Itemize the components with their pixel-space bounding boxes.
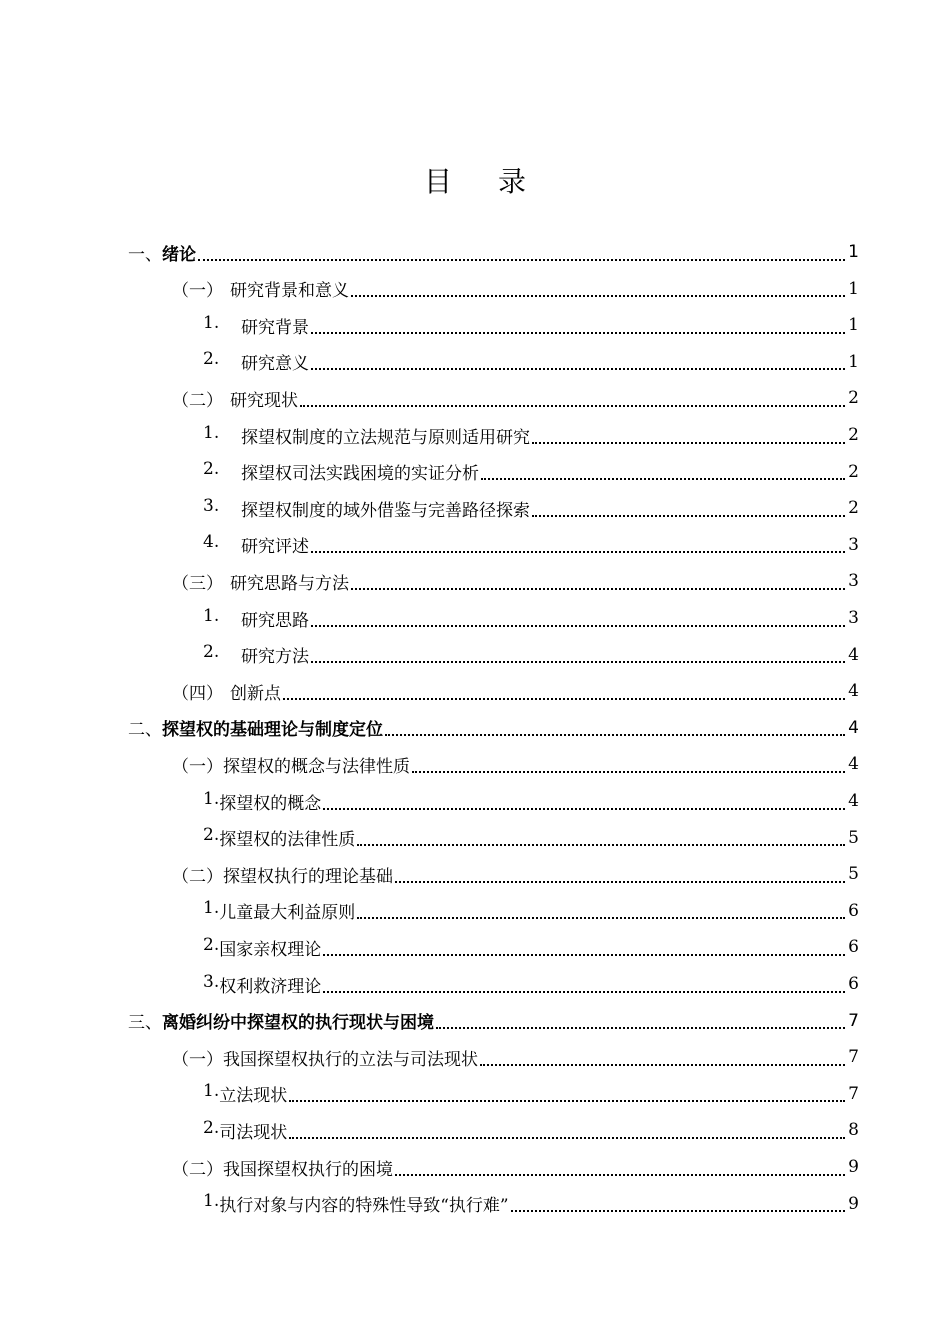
toc-entry-text: 立法现状 xyxy=(219,1086,288,1107)
toc-entry-text: 探望权制度的域外借鉴与完善路径探索 xyxy=(241,500,530,521)
toc-leader-dots xyxy=(532,441,845,444)
toc-entry[interactable] xyxy=(0,271,950,307)
toc-leader-dots xyxy=(357,916,845,919)
toc-entry-page-number: 5 xyxy=(848,827,859,848)
toc-leader-dots xyxy=(323,990,845,993)
toc-leader-dots xyxy=(511,1209,845,1212)
toc-entry-label xyxy=(172,1045,478,1070)
toc-entry-text: 创新点 xyxy=(230,683,281,704)
toc-entry-text: 探望权的概念与法律性质 xyxy=(223,756,410,777)
toc-entry-page-number: 6 xyxy=(848,937,859,958)
toc-leader-dots xyxy=(323,807,845,810)
toc-entry-label xyxy=(172,386,298,411)
toc-entry-text: 研究现状 xyxy=(230,390,298,411)
toc-entry-page-number: 2 xyxy=(848,425,859,445)
toc-entry-text: 儿童最大利益原则 xyxy=(219,903,356,924)
toc-entry[interactable] xyxy=(0,1112,950,1148)
toc-entry-text: 探望权执行的理论基础 xyxy=(223,866,393,887)
toc-leader-dots xyxy=(385,733,845,736)
toc-entry[interactable] xyxy=(0,673,950,709)
toc-entry-text: 探望权的概念 xyxy=(219,793,322,814)
toc-entry-label xyxy=(172,1155,393,1180)
toc-leader-dots xyxy=(311,331,845,334)
toc-entry-number: 2. xyxy=(203,349,220,370)
toc-entry[interactable] xyxy=(0,783,950,819)
toc-entry-page-number: 3 xyxy=(848,608,859,628)
toc-entry[interactable] xyxy=(0,563,950,599)
toc-title-char-2: 录 xyxy=(498,165,527,198)
toc-entry-label xyxy=(203,459,479,484)
toc-entry[interactable] xyxy=(0,1039,950,1075)
toc-entry[interactable] xyxy=(0,893,950,929)
toc-entry-label xyxy=(203,898,355,923)
toc-entry-number: 三、 xyxy=(128,1013,162,1034)
toc-entry-number: （四） xyxy=(172,683,223,704)
toc-entry-number: 3. xyxy=(203,495,220,516)
toc-entry-number: 2. xyxy=(203,934,220,955)
toc-leader-dots xyxy=(311,367,845,370)
toc-entry-page-number: 4 xyxy=(848,791,859,811)
toc-entry-label xyxy=(203,642,309,667)
toc-entry-label xyxy=(128,715,383,740)
toc-entry-text: 研究背景 xyxy=(241,317,309,338)
toc-leader-dots xyxy=(412,770,845,773)
toc-entry-number: 1. xyxy=(203,1081,220,1102)
toc-entry-text: 研究背景和意义 xyxy=(230,281,349,302)
toc-entry-page-number: 3 xyxy=(848,571,859,592)
toc-entry[interactable] xyxy=(0,600,950,636)
toc-entry-number: 1. xyxy=(203,898,220,919)
toc-entry-number: （二） xyxy=(172,866,223,887)
toc-entry-text: 我国探望权执行的立法与司法现状 xyxy=(223,1049,478,1070)
toc-leader-dots xyxy=(357,843,845,846)
toc-entry-text: 司法现状 xyxy=(219,1122,288,1143)
toc-entry-page-number: 8 xyxy=(848,1120,859,1141)
toc-entry-label xyxy=(203,972,321,997)
toc-entry[interactable] xyxy=(0,1076,950,1112)
toc-entry-number: 一、 xyxy=(128,244,162,265)
toc-entry-number: （一） xyxy=(172,1049,223,1070)
toc-entry-number: 二、 xyxy=(128,720,162,741)
toc-entry[interactable] xyxy=(0,710,950,746)
toc-entry-page-number: 6 xyxy=(848,900,859,921)
toc-entry-number: 4. xyxy=(203,532,220,553)
toc-entry-page-number: 6 xyxy=(848,974,859,994)
toc-entry-number: 2. xyxy=(203,1117,220,1138)
toc-entry[interactable] xyxy=(0,380,950,416)
toc-entry-number: 1. xyxy=(203,422,220,443)
toc-entry[interactable] xyxy=(0,966,950,1002)
toc-leader-dots xyxy=(283,697,845,700)
toc-leader-dots xyxy=(198,258,845,261)
toc-entry-text: 我国探望权执行的困境 xyxy=(223,1159,393,1180)
toc-leader-dots xyxy=(311,550,845,553)
toc-leader-dots xyxy=(311,624,845,627)
toc-entry-text: 研究思路与方法 xyxy=(230,573,349,594)
toc-entry[interactable] xyxy=(0,929,950,965)
toc-entry-label xyxy=(128,240,196,265)
toc-entry-page-number: 7 xyxy=(848,1010,859,1031)
toc-entry-number: 1. xyxy=(203,1191,220,1212)
toc-entry-text: 绪论 xyxy=(162,244,196,265)
toc-entry[interactable] xyxy=(0,344,950,380)
toc-entry-label xyxy=(203,606,309,631)
toc-title-char-1: 目 xyxy=(423,165,452,198)
toc-entry-label xyxy=(203,825,355,850)
toc-entry-number: （二） xyxy=(172,1159,223,1180)
toc-entry-number: 3. xyxy=(203,971,220,992)
toc-leader-dots xyxy=(395,880,845,883)
toc-entry-label xyxy=(172,569,349,594)
toc-entry-number: （三） xyxy=(172,573,223,594)
toc-entry-page-number: 4 xyxy=(848,717,859,738)
toc-entry[interactable] xyxy=(0,637,950,673)
toc-leader-dots xyxy=(436,1026,845,1029)
toc-entry[interactable] xyxy=(0,1186,950,1222)
toc-entry-number: （一） xyxy=(172,281,223,302)
toc-entry-number: 2. xyxy=(203,825,220,846)
toc-entry-label xyxy=(172,276,349,301)
toc-entry-page-number: 9 xyxy=(848,1157,859,1177)
toc-entry[interactable] xyxy=(0,1149,950,1185)
toc-entry-page-number: 1 xyxy=(848,278,859,299)
toc-entry-page-number: 3 xyxy=(848,534,859,555)
toc-entry[interactable] xyxy=(0,490,950,526)
toc-leader-dots xyxy=(300,404,845,407)
toc-entry-label xyxy=(203,349,309,374)
toc-entry-label xyxy=(203,532,309,557)
toc-entry-label xyxy=(203,1081,287,1106)
toc-entry-page-number: 9 xyxy=(848,1193,859,1214)
toc-entry-text: 研究方法 xyxy=(241,647,309,668)
toc-entry-page-number: 1 xyxy=(848,351,859,372)
toc-entry-text: 探望权的法律性质 xyxy=(219,830,356,851)
toc-entry-label xyxy=(172,679,281,704)
toc-entry-text: 探望权的基础理论与制度定位 xyxy=(162,720,383,741)
toc-entry-number: 1. xyxy=(203,788,220,809)
toc-entry-text: 探望权制度的立法规范与原则适用研究 xyxy=(241,427,530,448)
toc-entry[interactable] xyxy=(0,820,950,856)
toc-entry-page-number: 4 xyxy=(848,754,859,775)
toc-entry[interactable] xyxy=(0,234,950,270)
toc-entry[interactable] xyxy=(0,417,950,453)
toc-entry-number: 1. xyxy=(203,312,220,333)
toc-leader-dots xyxy=(323,953,845,956)
toc-entry-text: 国家亲权理论 xyxy=(219,939,322,960)
toc-entry-page-number: 2 xyxy=(848,388,859,409)
toc-entry-page-number: 1 xyxy=(848,315,859,336)
toc-entry-page-number: 2 xyxy=(848,498,859,519)
toc-entry-number: 1. xyxy=(203,605,220,626)
toc-entry-page-number: 7 xyxy=(848,1047,859,1068)
toc-leader-dots xyxy=(480,1063,845,1066)
toc-entry-text: 执行对象与内容的特殊性导致“执行难” xyxy=(219,1196,509,1217)
toc-entry-label xyxy=(203,789,321,814)
toc-entry-label xyxy=(203,423,530,448)
toc-entry-number: （二） xyxy=(172,390,223,411)
toc-entry-label xyxy=(128,1008,434,1033)
toc-leader-dots xyxy=(351,294,845,297)
toc-entry[interactable] xyxy=(0,454,950,490)
toc-leader-dots xyxy=(481,477,845,480)
toc-entry-label xyxy=(203,313,309,338)
toc-entry[interactable] xyxy=(0,856,950,892)
toc-leader-dots xyxy=(351,587,845,590)
toc-entry-page-number: 7 xyxy=(848,1083,859,1104)
toc-leader-dots xyxy=(532,514,845,517)
toc-entry-text: 研究意义 xyxy=(241,354,309,375)
toc-entry-number: （一） xyxy=(172,756,223,777)
toc-entry-label xyxy=(172,752,410,777)
toc-entry[interactable] xyxy=(0,746,950,782)
toc-leader-dots xyxy=(311,660,845,663)
toc-entry-page-number: 4 xyxy=(848,644,859,665)
toc-leader-dots xyxy=(289,1136,845,1139)
toc-entry-number: 2. xyxy=(203,459,220,480)
toc-entry-number: 2. xyxy=(203,642,220,663)
toc-entry-text: 探望权司法实践困境的实证分析 xyxy=(241,464,479,485)
toc-entry-text: 权利救济理论 xyxy=(219,976,322,997)
toc-entry-label xyxy=(203,1118,287,1143)
toc-entry-label xyxy=(203,935,321,960)
toc-entry-label xyxy=(203,496,530,521)
toc-entry-page-number: 5 xyxy=(848,864,859,885)
toc-entry-text: 研究思路 xyxy=(241,610,309,631)
toc-entry-label xyxy=(203,1191,509,1216)
toc-entry[interactable] xyxy=(0,527,950,563)
toc-entry[interactable] xyxy=(0,1003,950,1039)
toc-entry-page-number: 4 xyxy=(848,681,859,702)
toc-title xyxy=(0,160,950,200)
toc-entry-text: 研究评述 xyxy=(241,537,309,558)
toc-entry-page-number: 1 xyxy=(848,242,859,262)
toc-entry[interactable] xyxy=(0,307,950,343)
toc-leader-dots xyxy=(289,1099,845,1102)
toc-entry-label xyxy=(172,862,393,887)
toc-leader-dots xyxy=(395,1173,845,1176)
toc-entry-page-number: 2 xyxy=(848,461,859,482)
toc-entry-text: 离婚纠纷中探望权的执行现状与困境 xyxy=(162,1013,434,1034)
